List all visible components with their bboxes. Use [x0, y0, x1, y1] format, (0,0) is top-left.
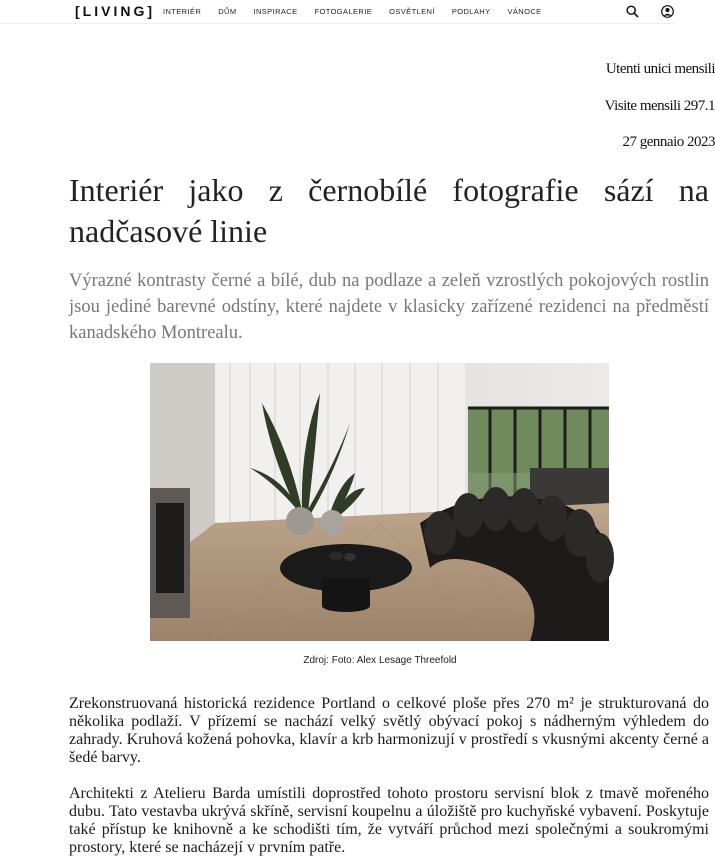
- article-title: Interiér jako z černobílé fotografie sází na nadčasové linie: [69, 172, 709, 249]
- nav-menu: [163, 7, 559, 16]
- article-paragraph: Architekti z Atelieru Barda umístili doprostřed tohoto prostoru servisní blok z tmavě mořeného dubu. Tato vestavba ukrývá skříně, servisní koupelnu a úložiště pro kuchyňské vybavení. Poskytuje také přístup ke knihovně a ke schodišti tím, že vytváří průchod mezi společnými a soukromými prostory, které se nacházejí v prvním patře.: [69, 785, 709, 856]
- site-logo[interactable]: [LIVING]: [75, 3, 155, 19]
- living-room-illustration: [150, 363, 609, 641]
- top-navigation: [0, 0, 675, 24]
- nav-item-inspirace[interactable]: INSPIRACE: [253, 7, 298, 16]
- nav-item-podlahy[interactable]: PODLAHY: [451, 7, 491, 16]
- article-photo[interactable]: [150, 363, 609, 641]
- meta-date: 27 gennaio 2023: [622, 134, 715, 150]
- nav-item-osvetleni[interactable]: OSVĚTLENÍ: [389, 7, 435, 16]
- article-lead: Výrazné kontrasty černé a bílé, dub na podlaze a zeleň vzrostlých pokojových rostlin jsou jediné barevné odstíny, které najdete v klasicky zařízené rezidenci na předměstí kanadského Montrealu.: [69, 271, 709, 343]
- nav-item-vanoce[interactable]: VÁNOCE: [507, 7, 542, 16]
- photo-caption: Zdroj: Foto: Alex Lesage Threefold: [303, 655, 457, 666]
- nav-item-dum[interactable]: DŮM: [218, 7, 237, 16]
- search-icon[interactable]: [626, 5, 639, 18]
- nav-item-interier[interactable]: INTERIÉR: [163, 7, 202, 16]
- user-icon[interactable]: [661, 5, 674, 18]
- article-paragraph: Zrekonstruovaná historická rezidence Portland o celkové ploše přes 270 m² je strukturovaná do několika podlaží. V přízemí se nachází velký světlý obývací pokoj s nádherným výhledem do zahrady. Kruhová kožená pohovka, klavír a krb harmonizují v prostředí s vkusnými akcenty černé a šedé barvy.: [69, 695, 709, 766]
- meta-unique-users: Utenti unici mensili: [605, 61, 715, 77]
- meta-monthly-visits: Visite mensili 297.1: [604, 98, 715, 114]
- nav-item-fotogalerie[interactable]: FOTOGALERIE: [314, 7, 373, 16]
